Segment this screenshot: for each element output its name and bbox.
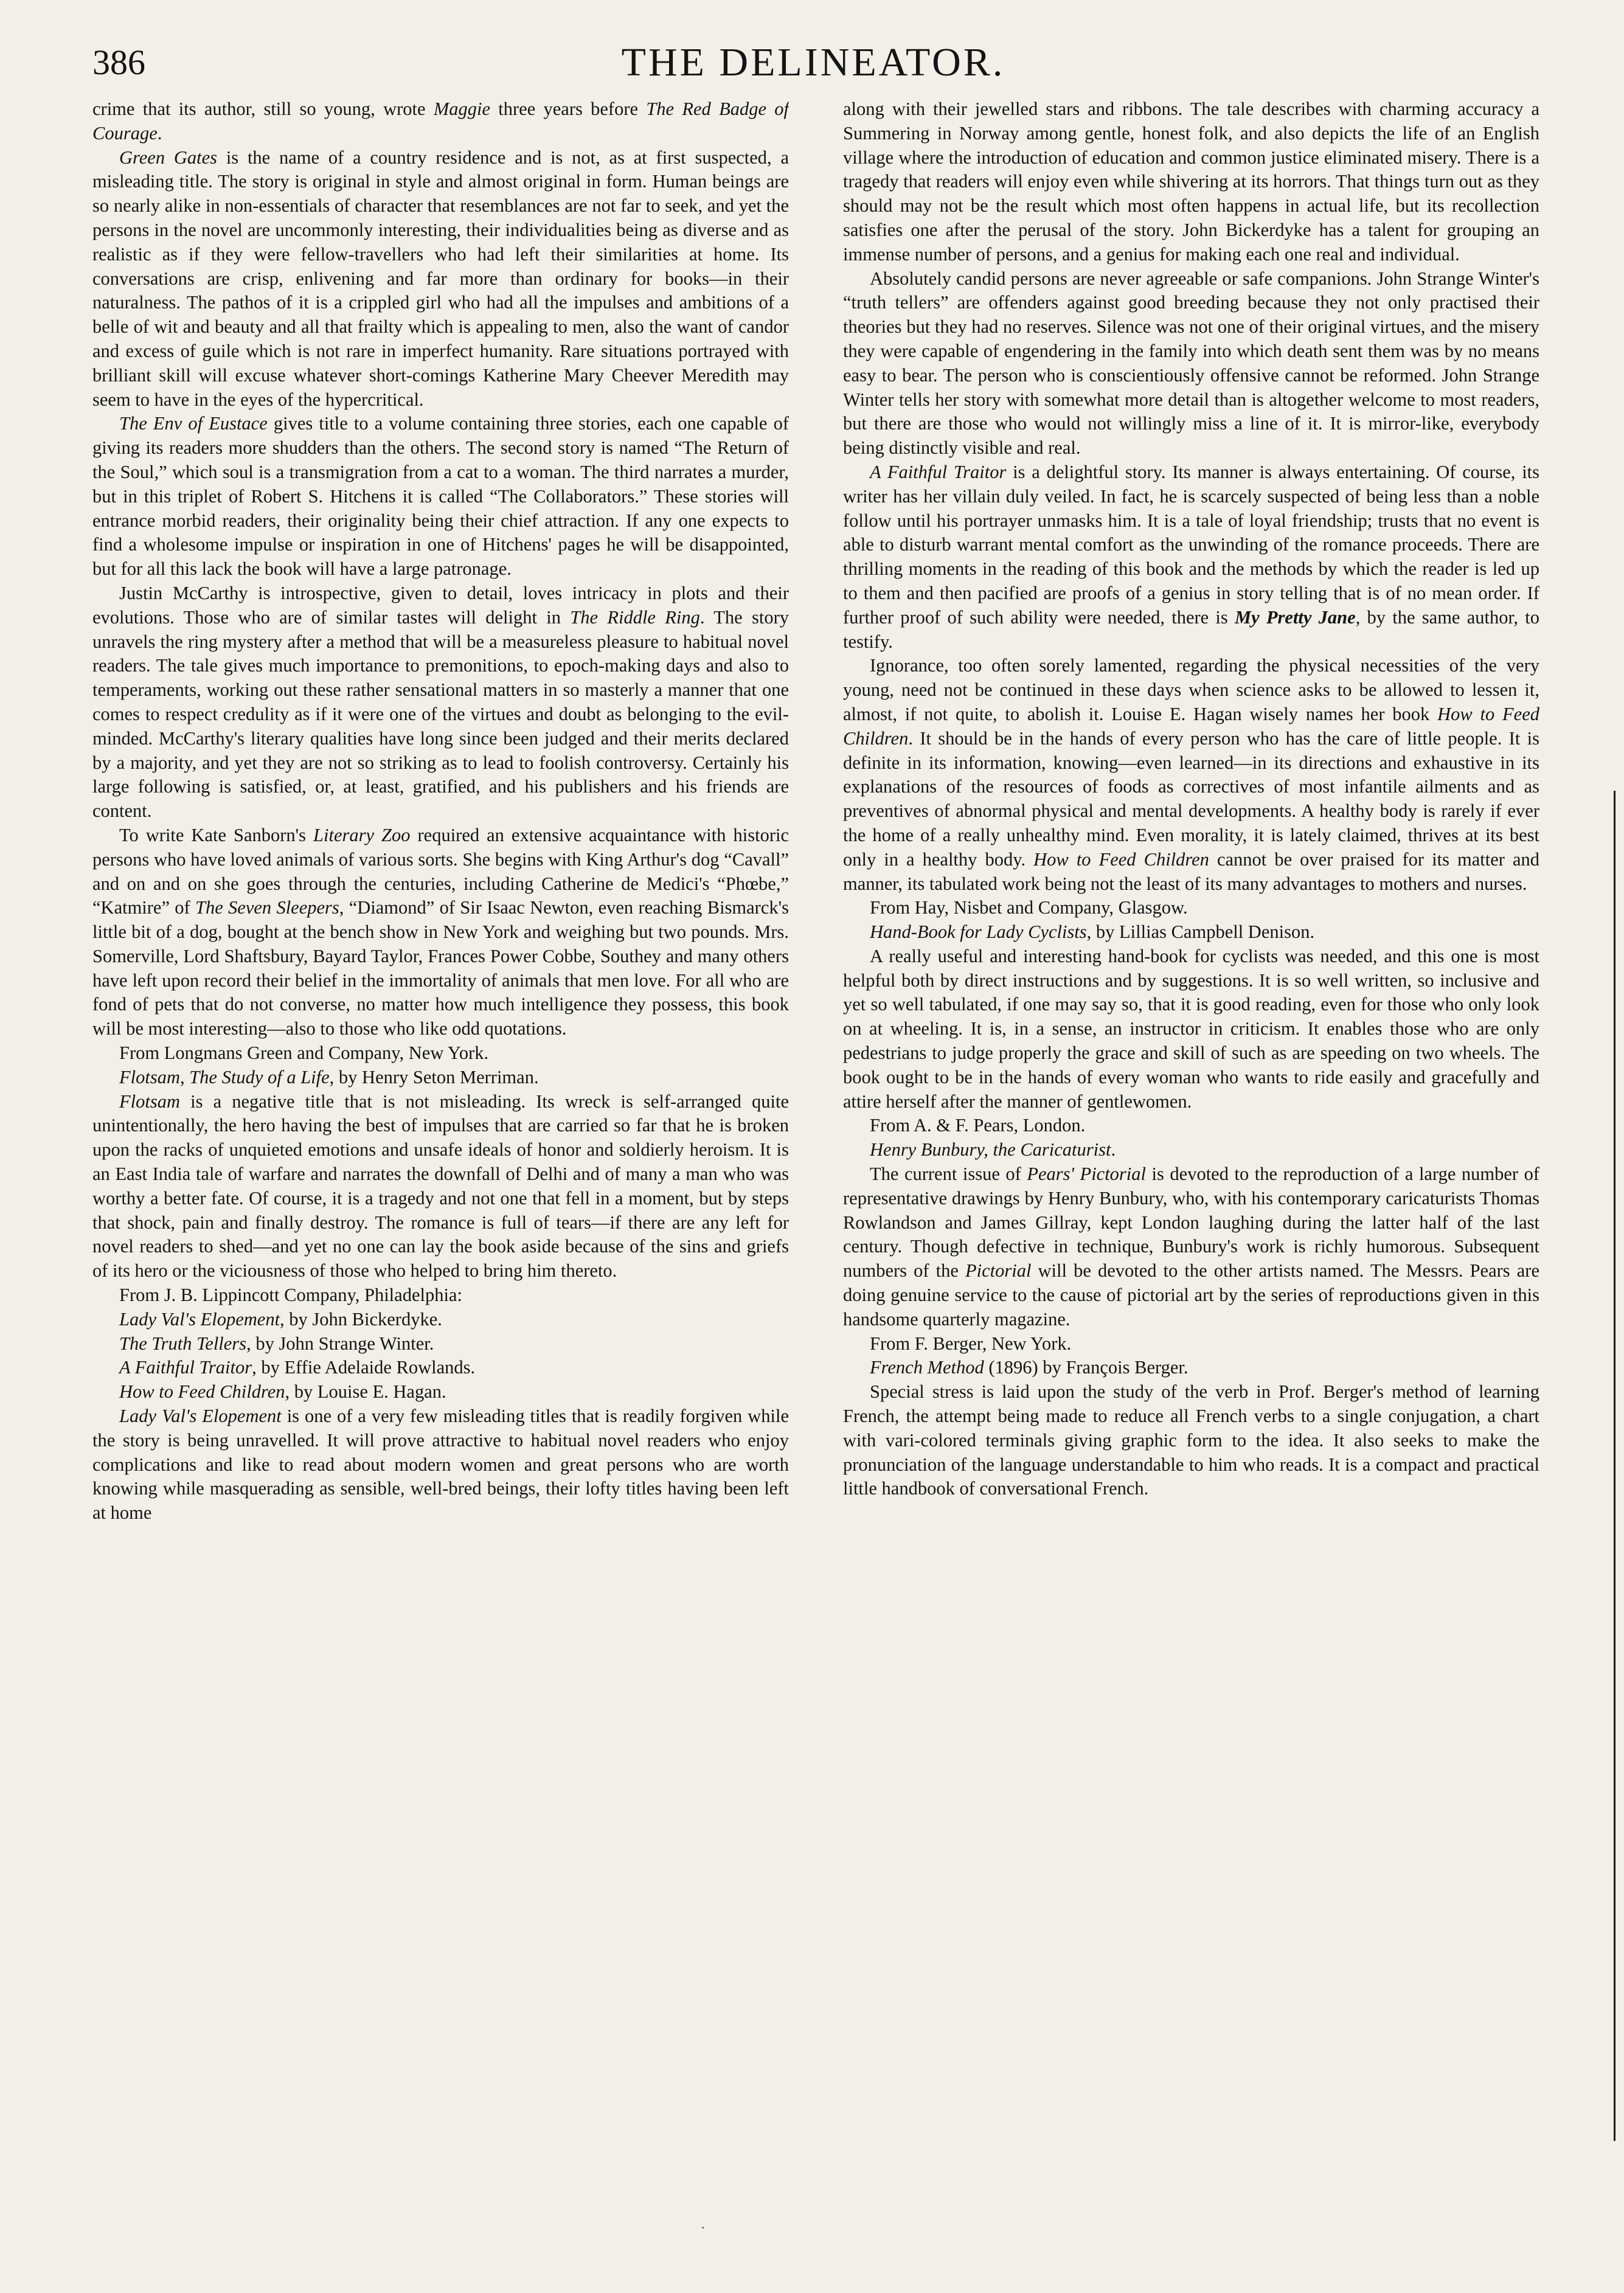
text-run: . The story unravels the ring mystery after a method that will be a measureless pleasure to habitual novel readers. The tale gives much importance to premonitions, to epoch-making days and also to temperaments, working out these rather sensational matters in so masterly a manner that one comes to respect credulity as if it were one of the virtues and doubt as belonging to the evil-minded. McCarthy's literary qualities have long since been judged and their merits declared by a majority, and yet they are not so striking as to lead to foolish controversy. Certainly his large following is satisfied, or, at least, gratified, and his publishers and his friends are content. <box>92 606 789 822</box>
text-run: gives title to a volume containing three stories, each one capable of giving its readers more shudders than the others. The second story is named “The Return of the Soul,” which soul is a transmigration from a cat to a woman. The third narrates a murder, but in this triplet of Robert S. Hitchens it is called “The Collaborators.” These stories will entrance morbid readers, their originality being their chief attraction. If any one expects to find a wholesome impulse or inspiration in one of Hitchens' pages he will be disappointed, but for all this lack the book will have a large patronage. <box>92 413 789 580</box>
page-number: 386 <box>92 43 145 82</box>
paragraph <box>92 97 789 146</box>
left-column <box>92 97 789 2220</box>
paragraph <box>92 1380 789 1404</box>
paragraph <box>843 1356 1539 1380</box>
book-title: The Seven Sleepers <box>195 897 339 918</box>
paragraph <box>92 1066 789 1090</box>
book-title: How to Feed Children <box>1033 848 1209 870</box>
paragraph <box>843 1380 1539 1501</box>
book-title: Green Gates <box>119 147 218 168</box>
book-title: Henry Bunbury, the Caricaturist <box>870 1139 1111 1160</box>
book-title: Literary Zoo <box>313 824 411 845</box>
text-run: three years before <box>490 99 647 119</box>
book-title: Flotsam, The Study of a Life <box>119 1066 330 1088</box>
text-run: along with their jewelled stars and ribbons. The tale describes with charming accuracy a Summering in Norway among gentle, honest folk, and also depicts the life of an English village where the introduction of education and common justice eliminated misery. There is a tragedy that readers will enjoy even while shivering at its horrors. That things turn out as they should may not be the result which most often happens in actual life, but its recollection satisfies one after the perusal of the story. John Bickerdyke has a talent for grouping an immense number of persons, and a genius for making each one real and individual. <box>843 99 1539 265</box>
text-run: (1896) by François Berger. <box>984 1357 1189 1378</box>
book-title: How to Feed Children <box>119 1381 285 1403</box>
text-run: The current issue of <box>870 1164 1027 1185</box>
book-title: How to Feed Children <box>843 703 1539 749</box>
text-run: , by John Bickerdyke. <box>280 1308 442 1330</box>
text-run: A really useful and interesting hand-book for cyclists was needed, and this one is most helpful both by direct instructions and by suggestions. It is so well written, so inclusive and yet so well tabulated, if one may say so, that it is good reading, even for those who only look on at wheeling. It is, in a sense, an instructor in criticism. It enables those who are only pedestrians to judge properly the grace and skill of such as are speeding on two wheels. The book ought to be in the hands of every woman who wants to ride easily and gracefully and attire herself after the manner of gentlewomen. <box>843 945 1539 1112</box>
book-title: Maggie <box>433 99 490 119</box>
paragraph <box>843 896 1539 920</box>
paragraph <box>843 920 1539 945</box>
text-run: , by Henry Seton Merriman. <box>329 1066 539 1088</box>
text-run: Absolutely candid persons are never agreeable or safe companions. John Strange Winter's “truth tellers” are offenders against good breeding because they not only practised their theories but they had no reserves. Silence was not one of their original virtues, and the misery they were capable of engendering in the family into which death sent them was by no means easy to bear. The person who is conscientiously offensive cannot be reformed. John Strange Winter tells her story with somewhat more detail than is altogether welcome to most readers, but there are those who would not willingly miss a line of it. It is mirror-like, everybody being distinctly visible and real. <box>843 268 1539 459</box>
paragraph <box>843 460 1539 654</box>
book-title: The Env of Eustace <box>119 413 268 434</box>
text-run: . <box>1111 1139 1116 1160</box>
book-title: Lady Val's Elopement <box>119 1406 282 1427</box>
paragraph <box>92 1090 789 1283</box>
paragraph <box>92 412 789 581</box>
paragraph <box>92 146 789 412</box>
right-column <box>843 97 1539 2220</box>
book-title: A Faithful Traitor <box>870 461 1007 482</box>
text-run: will be devoted to the other artists named. The Messrs. Pears are doing genuine service to the cause of pictorial art by the series of reproductions given in this handsome quarterly magazine. <box>843 1260 1539 1330</box>
book-title: French Method <box>870 1357 984 1378</box>
book-title: A Faithful Traitor <box>119 1357 252 1378</box>
paragraph <box>92 1332 789 1356</box>
book-title: Pears' Pictorial <box>1027 1164 1146 1185</box>
text-run: crime that its author, still so young, wrote <box>92 99 434 119</box>
paragraph <box>843 1114 1539 1138</box>
text-run: . <box>157 122 162 144</box>
book-title: Hand-Book for Lady Cyclists <box>870 921 1087 943</box>
book-title: Flotsam <box>119 1091 180 1112</box>
book-title: The Red Badge of Courage <box>92 99 789 144</box>
text-run: Special stress is laid upon the study of the verb in Prof. Berger's method of learning French, the attempt being made to reduce all French verbs to a single conjugation, a chart with vari-colored terminals giving graphic form to the idea. It also seeks to make the pronunciation of the language understandable to him who reads. It is a compact and practical little handbook of conversational French. <box>843 1381 1539 1499</box>
book-title: Pictorial <box>965 1260 1032 1282</box>
text-run: Ignorance, too often sorely lamented, regarding the physical necessities of the very young, need not be continued in these days when science asks to be allowed to lessen it, almost, if not quite, to abolish it. Louise E. Hagan wisely names her book <box>843 655 1539 724</box>
text-run: Justin McCarthy is introspective, given to detail, loves intricacy in plots and their evolutions. Those who are of similar tastes will delight in <box>92 582 789 628</box>
paragraph <box>843 1162 1539 1332</box>
paragraph <box>92 1404 789 1525</box>
paragraph <box>843 945 1539 1114</box>
book-title: The Riddle Ring <box>570 606 700 628</box>
paragraph <box>92 1283 789 1308</box>
paragraph <box>843 1138 1539 1162</box>
bottom-mark: · <box>701 2220 706 2235</box>
text-run: is devoted to the reproduction of a large number of representative drawings by Henry Bunbury, who, with his contemporary caricaturists Thomas Rowlandson and James Gillray, kept London laughing during the latter half of the last century. Though defective in technique, Bunbury's work is richly humorous. Subsequent numbers of the <box>843 1164 1539 1282</box>
paragraph <box>92 1356 789 1380</box>
paragraph <box>843 97 1539 267</box>
text-run: is a delightful story. Its manner is always entertaining. Of course, its writer has her villain duly veiled. In fact, he is scarcely suspected of being less than a noble follow until his portrayer unmasks him. It is a tale of loyal friendship; trusts that no event is able to disturb warrant mental comfort as the unwinding of the romance proceeds. There are thrilling moments in the reading of this book and the methods by which the reader is led up to them and then pacified are proofs of a genius in story telling that is of no mean order. If further proof of such ability were needed, there is <box>843 461 1539 628</box>
paragraph <box>92 1041 789 1066</box>
text-run: , by the same author, to testify. <box>843 606 1539 652</box>
paragraph <box>843 1332 1539 1356</box>
text-run: From Hay, Nisbet and Company, Glasgow. <box>870 897 1188 918</box>
text-run: , by Effie Adelaide Rowlands. <box>252 1357 476 1378</box>
paragraph <box>92 1308 789 1332</box>
paragraph <box>92 824 789 1041</box>
text-run: required an extensive acquaintance with historic persons who have loved animals of various sorts. She begins with King Arthur's dog “Cavall” and on and on she goes through the centuries, including Catherine de Medici's “Phœbe,” “Katmire” of <box>92 824 789 918</box>
text-run: From Longmans Green and Company, New York. <box>119 1042 489 1064</box>
text-run: , by Lillias Campbell Denison. <box>1086 921 1315 943</box>
text-run: is one of a very few misleading titles that is readily forgiven while the story is being unravelled. It will prove attractive to habitual novel readers who enjoy complications and like to read about modern women and great persons who are worth knowing while masquerading as sensible, well-bred beings, their lofty titles having been left at home <box>92 1406 789 1524</box>
text-run: From F. Berger, New York. <box>870 1333 1072 1354</box>
text-run: , by Louise E. Hagan. <box>285 1381 446 1403</box>
text-run: is the name of a country residence and is not, as at first suspected, a misleading title. The story is original in style and almost original in form. Human beings are so nearly alike in non-essentials of character that resemblances are not far to seek, and yet the persons in the novel are uncommonly interesting, their individualities being as diverse and as realistic as if they were fellow-travellers who had left their similarities at home. Its conversations are crisp, enlivening and far more than ordinary for books—in their naturalness. The pathos of it is a crippled girl who had all the impulses and ambitions of a belle of wit and beauty and all that frailty which is appealing to men, also the want of candor and excess of guile which is not rare in imperfect humanity. Rare situations portrayed with brilliant skill will excuse whatever short-comings Katherine Mary Cheever Meredith may seem to have in the eyes of the hypercritical. <box>92 147 789 410</box>
text-run: To write Kate Sanborn's <box>119 824 314 845</box>
text-run: , by John Strange Winter. <box>246 1333 434 1354</box>
text-run: is a negative title that is not misleading. Its wreck is self-arranged quite unintentionally, the hero having the best of impulses that are carried so far that he is broken upon the racks of unquieted emotions and unsafe ideals of honor and soldierly heroism. It is an East India tale of warfare and narrates the downfall of Delhi and of many a man who was worthy a better fate. Of course, it is a tragedy and not one that fell in a moment, but by steps that shock, pain and finally destroy. The romance is full of tears—if there are any left for novel readers to shed—and yet no one can lay the book aside because of the sins and griefs of its hero or the viciousness of those who helped to bring him thereto. <box>92 1091 789 1282</box>
book-title: My Pretty Jane <box>1235 606 1356 628</box>
text-run: cannot be over praised for its matter and manner, its tabulated work being not the least of its many advantages to mothers and nurses. <box>843 848 1539 894</box>
text-run: From J. B. Lippincott Company, Philadelphia: <box>119 1285 462 1306</box>
text-run: . It should be in the hands of every person who has the care of little people. It is definite in its information, knowing—even learned—in its directions and exhaustive in its explanations of the resources of foods as correctives of most infantile ailments and as preventives of abnormal physical and mental developments. A healthy body is rarely if ever the home of a really unhealthy mind. Even morality, it is lately claimed, thrives at its best only in a healthy body. <box>843 727 1539 870</box>
paragraph <box>843 267 1539 460</box>
page-header <box>92 35 1534 90</box>
running-title: THE DELINEATOR. <box>621 40 1005 85</box>
paragraph <box>92 581 789 824</box>
margin-rule <box>1614 791 1615 2141</box>
text-run: , “Diamond” of Sir Isaac Newton, even reaching Bismarck's little bit of a dog, bought at the bench show in New York and weighing but two pounds. Mrs. Somerville, Lord Shaftsbury, Bayard Taylor, Frances Power Cobbe, Southey and many others have left upon record their belief in the immortality of animals that men love. For all who are fond of pets that do not converse, no matter how much intelligence they possess, this book will be most interesting—also to those who like odd quotations. <box>92 897 789 1039</box>
paragraph <box>843 654 1539 896</box>
book-title: The Truth Tellers <box>119 1333 247 1354</box>
text-run: From A. & F. Pears, London. <box>870 1115 1086 1136</box>
book-title: Lady Val's Elopement <box>119 1308 280 1330</box>
